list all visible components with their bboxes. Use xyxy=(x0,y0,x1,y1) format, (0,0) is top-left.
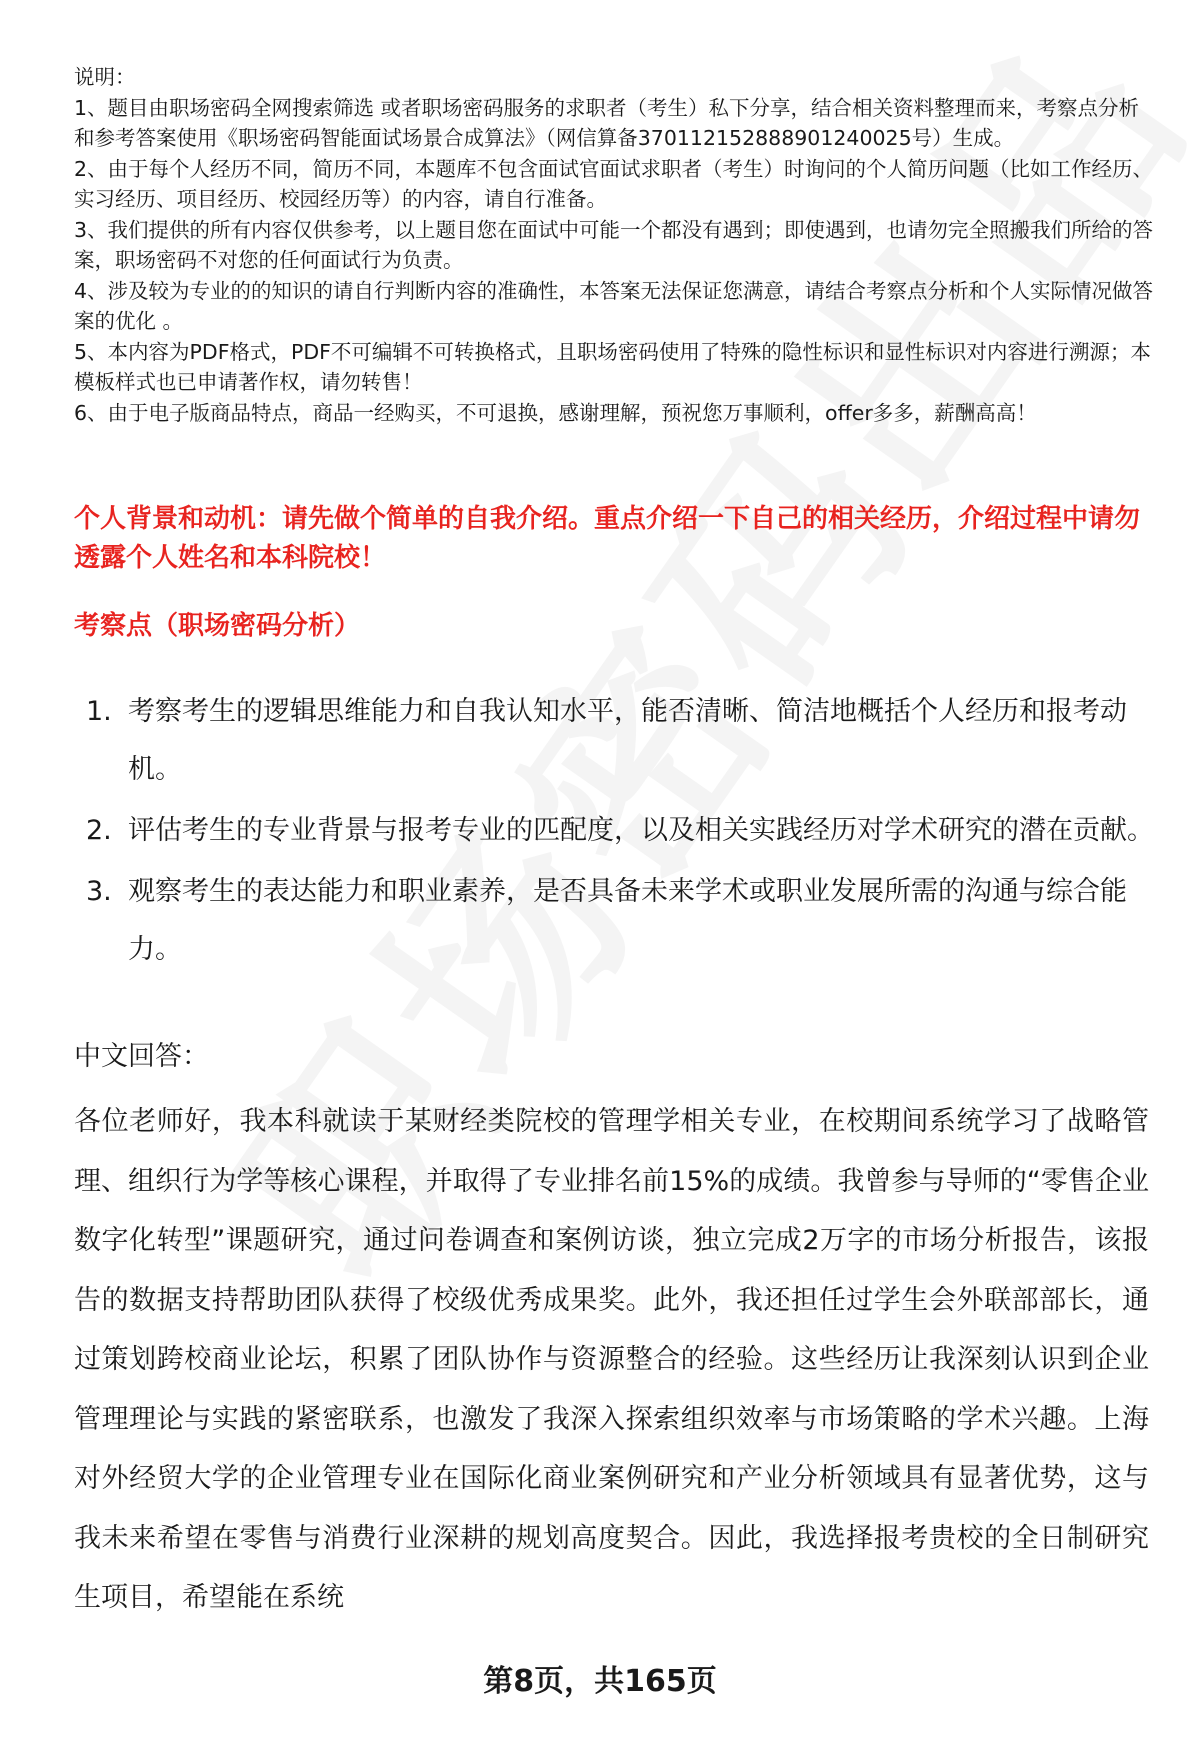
key-point-text: 评估考生的专业背景与报考专业的匹配度，以及相关实践经历对学术研究的潜在贡献。 xyxy=(128,815,1154,846)
key-point-item xyxy=(74,863,1154,979)
key-point-number: 1. xyxy=(86,696,112,727)
notes-item: 4、涉及较为专业的的知识的请自行判断内容的准确性，本答案无法保证您满意，请结合考察点分析和个人实际情况做答案的优化 。 xyxy=(74,278,1154,333)
key-points-list xyxy=(74,683,1154,982)
notes-item: 3、我们提供的所有内容仅供参考，以上题目您在面试中可能一个都没有遇到；即使遇到，也请勿完全照搬我们所给的答案，职场密码不对您的任何面试行为负责。 xyxy=(74,217,1154,272)
notes-item: 5、本内容为PDF格式，PDF不可编辑不可转换格式，且职场密码使用了特殊的隐性标识和显性标识对内容进行溯源；本模板样式也已申请著作权，请勿转售！ xyxy=(74,339,1151,394)
key-point-number: 2. xyxy=(86,815,112,846)
notes-title: 说明： xyxy=(74,65,136,89)
answer-heading: 中文回答： xyxy=(74,1041,209,1072)
key-point-text: 考察考生的逻辑思维能力和自我认知水平，能否清晰、简洁地概括个人经历和报考动机。 xyxy=(128,696,1127,785)
notes-item: 1、题目由职场密码全网搜索筛选 或者职场密码服务的求职者（考生）私下分享，结合相关资料整理而来，考察点分析和参考答案使用《职场密码智能面试场景合成算法》（网信算备370112152888901240025号）生成。 xyxy=(74,95,1140,150)
key-points-heading: 考察点（职场密码分析） xyxy=(74,611,361,641)
key-point-item xyxy=(74,683,1154,799)
key-point-text: 观察考生的表达能力和职业素养，是否具备未来学术或职业发展所需的沟通与综合能力。 xyxy=(128,876,1127,965)
notes-item: 2、由于每个人经历不同，简历不同，本题库不包含面试官面试求职者（考生）时询问的个人简历问题（比如工作经历、实习经历、项目经历、校园经历等）的内容，请自行准备。 xyxy=(74,156,1154,211)
notes-section xyxy=(74,62,1154,428)
page-number: 第8页，共165页 xyxy=(483,1664,717,1699)
key-point-number: 3. xyxy=(86,876,112,907)
question-heading: 个人背景和动机：请先做个简单的自我介绍。重点介绍一下自己的相关经历，介绍过程中请勿透露个人姓名和本科院校！ xyxy=(74,504,1141,573)
key-point-item xyxy=(74,802,1154,860)
notes-item: 6、由于电子版商品特点，商品一经购买，不可退换，感谢理解，预祝您万事顺利，offer多多，薪酬高高！ xyxy=(74,400,1037,425)
answer-body: 各位老师好，我本科就读于某财经类院校的管理学相关专业，在校期间系统学习了战略管理、组织行为学等核心课程，并取得了专业排名前15%的成绩。我曾参与导师的“零售企业数字化转型”课题研究，通过问卷调查和案例访谈，独立完成2万字的市场分析报告，该报告的数据支持帮助团队获得了校级优秀成果奖。此外，我还担任过学生会外联部部长，通过策划跨校商业论坛，积累了团队协作与资源整合的经验。这些经历让我深刻认识到企业管理理论与实践的紧密联系，也激发了我深入探索组织效率与市场策略的学术兴趣。上海对外经贸大学的企业管理专业在国际化商业案例研究和产业分析领域具有显著优势，这与我未来希望在零售与消费行业深耕的规划高度契合。因此，我选择报考贵校的全日制研究生项目，希望能在系统 xyxy=(74,1106,1149,1613)
